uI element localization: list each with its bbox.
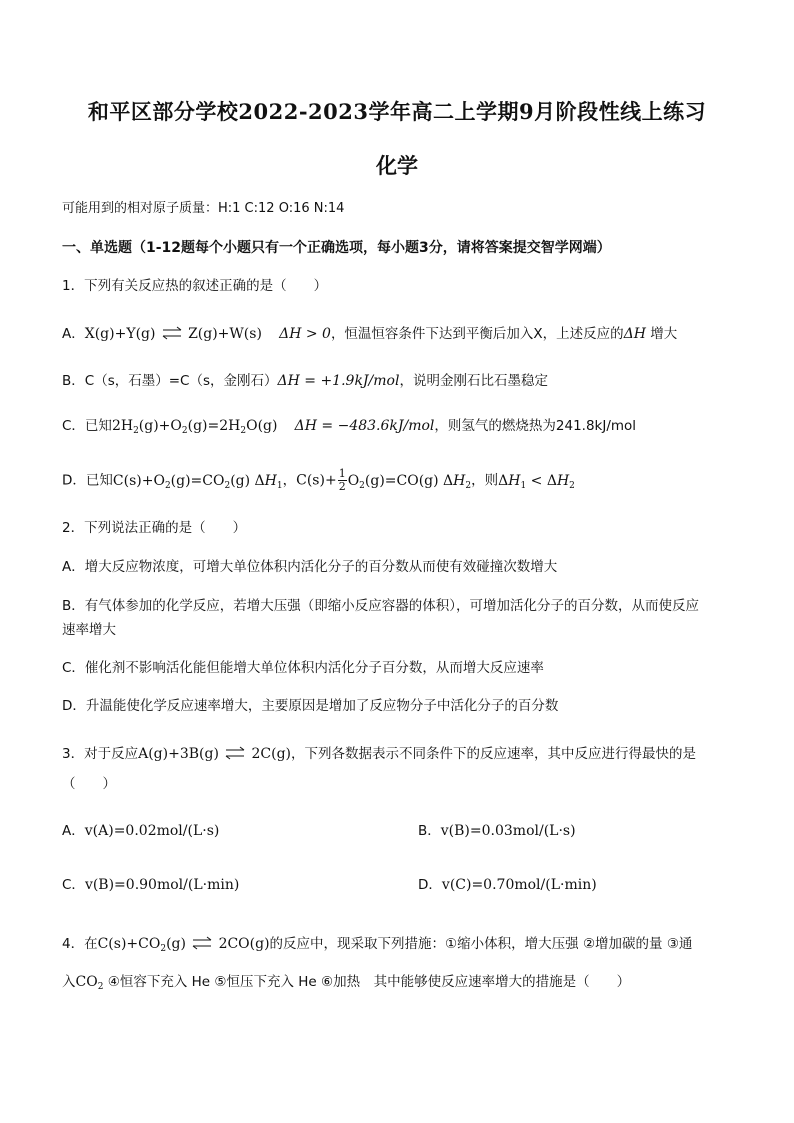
q3-options-row2 <box>62 875 742 895</box>
q3-reactants: A(g)+3B(g) <box>138 746 219 762</box>
equilibrium-arrow-icon <box>225 746 245 760</box>
q3-c-label: C． <box>62 877 85 893</box>
q1-a-enthalpy-2: ΔH <box>623 326 647 342</box>
q1-a-text: ，恒温恒容条件下达到平衡后加入X，上述反应的 <box>330 326 624 342</box>
q2-option-b-line1: B．有气体参加的化学反应，若增大压强（即缩小反应容器的体积），可增加活化分子的百分数，从而使反应 <box>62 598 700 614</box>
q1-d-label: D．已知 <box>62 472 113 489</box>
q4-stem-prefix: 4．在 <box>62 936 98 952</box>
q1-a-end: 增大 <box>646 326 678 342</box>
atomic-masses-note: 可能用到的相对原子质量：H:1 C:12 O:16 N:14 <box>62 201 345 216</box>
q1-option-b <box>62 371 742 391</box>
q3-d-value: v(C)=0.70mol/(L·min) <box>441 877 597 893</box>
q3-stem <box>62 744 742 764</box>
q1-a-label: A． <box>62 326 85 342</box>
exam-title: 和平区部分学校2022-2023学年高二上学期9月阶段性线上练习 <box>87 99 707 124</box>
q1-option-a <box>62 324 742 344</box>
q1-a-products: Z(g)+W(s) <box>188 326 262 342</box>
q4-stem-line2 <box>62 972 742 992</box>
q4-stem-mid: 的反应中，现采取下列措施：①缩小体积，增大压强 ②增加碳的量 ③通 <box>269 936 693 952</box>
q2-option-a: A．增大反应物浓度，可增大单位体积内活化分子的百分数从而使有效碰撞次数增大 <box>62 559 558 575</box>
q3-a-value: v(A)=0.02mol/(L·s) <box>84 823 220 839</box>
q4-reactants: $C(s)+CO_2(g)$ <box>97 936 186 954</box>
q2-stem: 2．下列说法正确的是（ ） <box>62 520 247 536</box>
q3-stem-end: ，下列各数据表示不同条件下的反应速率，其中反应进行得最快的是 <box>291 746 697 762</box>
q3-stem-prefix: 3．对于反应 <box>62 746 139 762</box>
q1-a-enthalpy: ΔH > 0 <box>279 326 331 342</box>
q1-option-c <box>62 416 742 436</box>
q1-d-end: ，则 <box>471 472 499 489</box>
q3-products: 2C(g) <box>251 746 292 762</box>
q3-stem-paren: （ ） <box>62 776 116 792</box>
q3-options-row1 <box>62 821 742 841</box>
q3-option-b <box>418 821 576 841</box>
q1-d-equation-2: C(s)+ <box>296 472 337 489</box>
q3-d-label: D． <box>418 877 442 893</box>
q4-line2-prefix: 入 <box>62 974 76 990</box>
q1-b-text: B．C（s，石墨）=C（s，金刚石） <box>62 373 278 389</box>
q1-option-d: D．已知$C(s)+O_2(g)=CO_2(g)$ $\Delta H_1$，C(s)+ $\frac{1}{2}$ $O_2(g)=CO(g)$ $\Delta H_2$，则$\Delta H_1 < \Delta H_2$ <box>62 467 575 493</box>
q2-option-c: C．催化剂不影响活化能但能增大单位体积内活化分子百分数，从而增大反应速率 <box>62 660 544 676</box>
q1-d-fraction: $\frac{1}{2}$ <box>338 467 346 493</box>
q1-stem: 1．下列有关反应热的叙述正确的是（ ） <box>62 278 328 294</box>
exam-subject: 化学 <box>376 153 418 178</box>
q1-c-equation: $2H_2(g)+O_2(g)=2H_2O(g)$ <box>111 418 278 436</box>
q3-b-value: v(B)=0.03mol/(L·s) <box>440 823 576 839</box>
q4-stem-line1 <box>62 934 742 954</box>
q1-d-relation: $\Delta H_1 < \Delta H_2$ <box>498 472 575 491</box>
q1-b-enthalpy: ΔH = +1.9kJ/mol <box>277 373 400 389</box>
q1-a-reactants: X(g)+Y(g) <box>84 326 156 342</box>
q4-co2: $CO_2$ <box>75 974 104 992</box>
q2-option-b-line2: 速率增大 <box>62 622 116 638</box>
q1-c-label: C．已知 <box>62 418 112 434</box>
q3-c-value: v(B)=0.90mol/(L·min) <box>84 877 240 893</box>
q1-b-end: ，说明金刚石比石墨稳定 <box>399 373 548 389</box>
section-heading-single-choice: 一、单选题（1-12题每个小题只有一个正确选项，每小题3分，请将答案提交智学网端） <box>62 240 611 256</box>
q1-d-equation-2b: $O_2(g)=CO(g)$ $\Delta H_2$ <box>347 472 472 491</box>
q1-d-equation-1: $C(s)+O_2(g)=CO_2(g)$ $\Delta H_1$ <box>112 472 283 491</box>
q4-line2-end: ④恒容下充入 He ⑤恒压下充入 He ⑥加热 其中能够使反应速率增大的措施是（ ） <box>103 974 631 990</box>
equilibrium-arrow-icon <box>192 936 212 950</box>
q3-a-label: A． <box>62 823 85 839</box>
equilibrium-arrow-icon <box>162 326 182 340</box>
q1-c-enthalpy: ΔH = −483.6kJ/mol <box>294 418 435 434</box>
q3-option-d <box>418 875 597 895</box>
q4-products: 2CO(g) <box>218 936 270 952</box>
q1-c-end: ，则氢气的燃烧热为241.8kJ/mol <box>434 418 637 434</box>
q2-option-d: D．升温能使化学反应速率增大，主要原因是增加了反应物分子中活化分子的百分数 <box>62 698 559 714</box>
q3-b-label: B． <box>418 823 441 839</box>
